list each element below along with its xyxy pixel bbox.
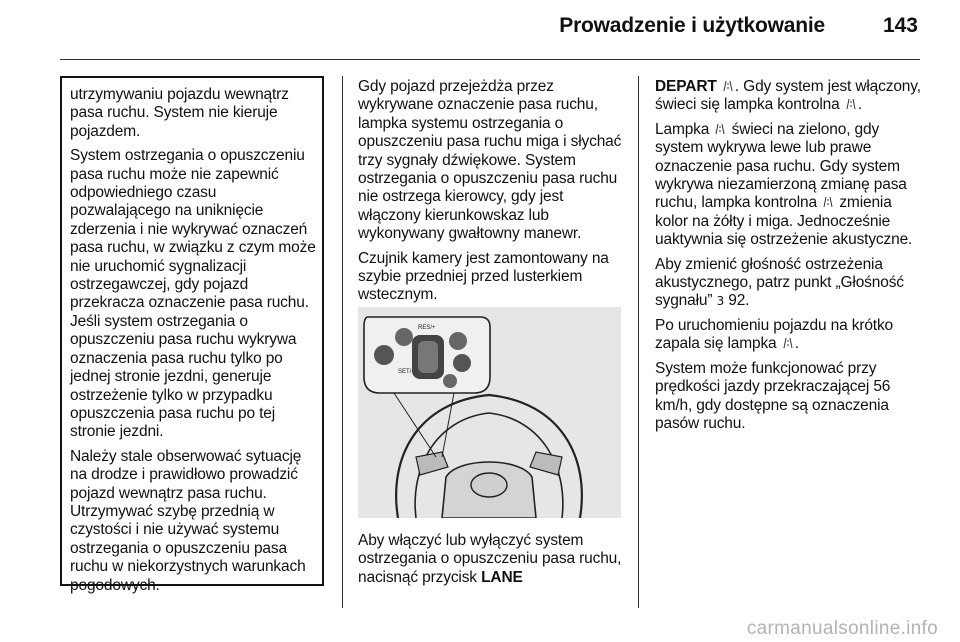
column-1-boxed-text: [60, 76, 324, 594]
text-run: . Gdy system jest włączony, świeci się lampka kontrolna: [655, 78, 921, 114]
text-run: .: [857, 96, 862, 114]
lane-departure-icon: [823, 196, 833, 208]
column-divider: [342, 76, 343, 608]
page-header-title: Prowadzenie i użytkowanie: [559, 14, 825, 37]
paragraph: [655, 78, 925, 115]
text-run: Lampka: [655, 120, 710, 138]
paragraph: [655, 256, 925, 311]
column-divider: [638, 76, 639, 608]
paragraph: System może funkcjonować przy prędkości jazdy przekraczającej 56 km/h, gdy dostępne są oznaczenia pasów ruchu.: [655, 359, 891, 432]
watermark: carmanualsonline.info: [746, 618, 938, 639]
paragraph: [358, 532, 628, 587]
header-divider: [60, 59, 920, 60]
text-run: Aby zmienić głośność ostrzeżenia akustycznego, patrz punkt „Głośność sygnału”: [655, 255, 904, 310]
lane-departure-icon: [846, 98, 856, 110]
column-2-text: [358, 78, 628, 311]
text-run: Po uruchomieniu pojazdu na krótko zapala się lampka: [655, 316, 894, 353]
text-run: Aby włączyć lub wyłączyć system ostrzegania o opuszczeniu pasa ruchu, nacisnąć przycisk: [358, 532, 622, 586]
paragraph: Należy stale obserwować sytuację na drodze i prawidłowo prowadzić pojazd wewnątrz pasa ruchu. Utrzymywać szybę przednią w czystości i nie używać systemu ostrzegania o opuszczeniu pasa ruchu w niekorzystnych warunkach pogodowych.: [70, 447, 306, 594]
lane-button-name: LANE: [481, 568, 523, 586]
depart-label: DEPART: [655, 78, 717, 95]
paragraph: [655, 121, 925, 250]
paragraph: Gdy pojazd przejeżdża przez wykrywane oznaczenie pasa ruchu, lampka systemu ostrzegania o opuszczeniu pasa ruchu miga i słychać trzy sygnały dźwiękowe. System ostrzegania o opuszczeniu pasa ruchu nie ostrzega kierowcy, gdy jest włączony kierunkowskaz lub wykonywany gwałtowny manewr.: [358, 78, 622, 243]
steering-wheel-figure: [358, 307, 621, 518]
lane-departure-icon: [715, 123, 725, 135]
page-number: 143: [882, 14, 918, 37]
lane-departure-icon: [783, 337, 793, 349]
column-3-text: [655, 78, 925, 439]
lane-departure-icon: [723, 80, 733, 92]
paragraph: [655, 317, 925, 354]
text-run: świeci na zielono, gdy system wykrywa lewe lub prawe oznaczenie pasa ruchu. Gdy system wykrywa niezamierzoną zmianę pasa ruchu, lampka kontrolna: [655, 120, 907, 212]
page-reference: 92.: [728, 292, 750, 310]
text-run: .: [794, 335, 799, 353]
page-reference-arrow-icon: 3: [716, 294, 725, 309]
text-run: zmienia kolor na żółty i miga. Jednocześnie uaktywnia się ostrzeżenie akustyczne.: [655, 194, 913, 249]
set-button-label: SET/-: [398, 369, 414, 375]
paragraph: System ostrzegania o opuszczeniu pasa ruchu może nie zapewnić odpowiedniego czasu pozwalającego na uniknięcie zderzenia i nie wykrywać oznaczeń pasa ruchu, w związku z czym może nie uruchomić sygnalizacji ostrzegawczej, gdy pojazd przekracza oznaczenie pasa ruchu. Jeśli system ostrzegania o opuszczeniu pasa ruchu wykrywa oznaczenia pasa ruchu tylko po jednej stronie jezdni, generuje ostrzeżenie tylko w przypadku opuszczenia pasa ruchu po tej stronie jezdni.: [70, 147, 316, 441]
res-button-label: RES/+: [418, 325, 436, 331]
paragraph: Czujnik kamery jest zamontowany na szybie przedniej przed lusterkiem wstecznym.: [358, 249, 609, 304]
paragraph: utrzymywaniu pojazdu wewnątrz pasa ruchu. System nie kieruje pojazdem.: [70, 86, 289, 140]
steering-wheel-illustration: [358, 307, 621, 518]
column-2-bottom-text: [358, 532, 628, 593]
